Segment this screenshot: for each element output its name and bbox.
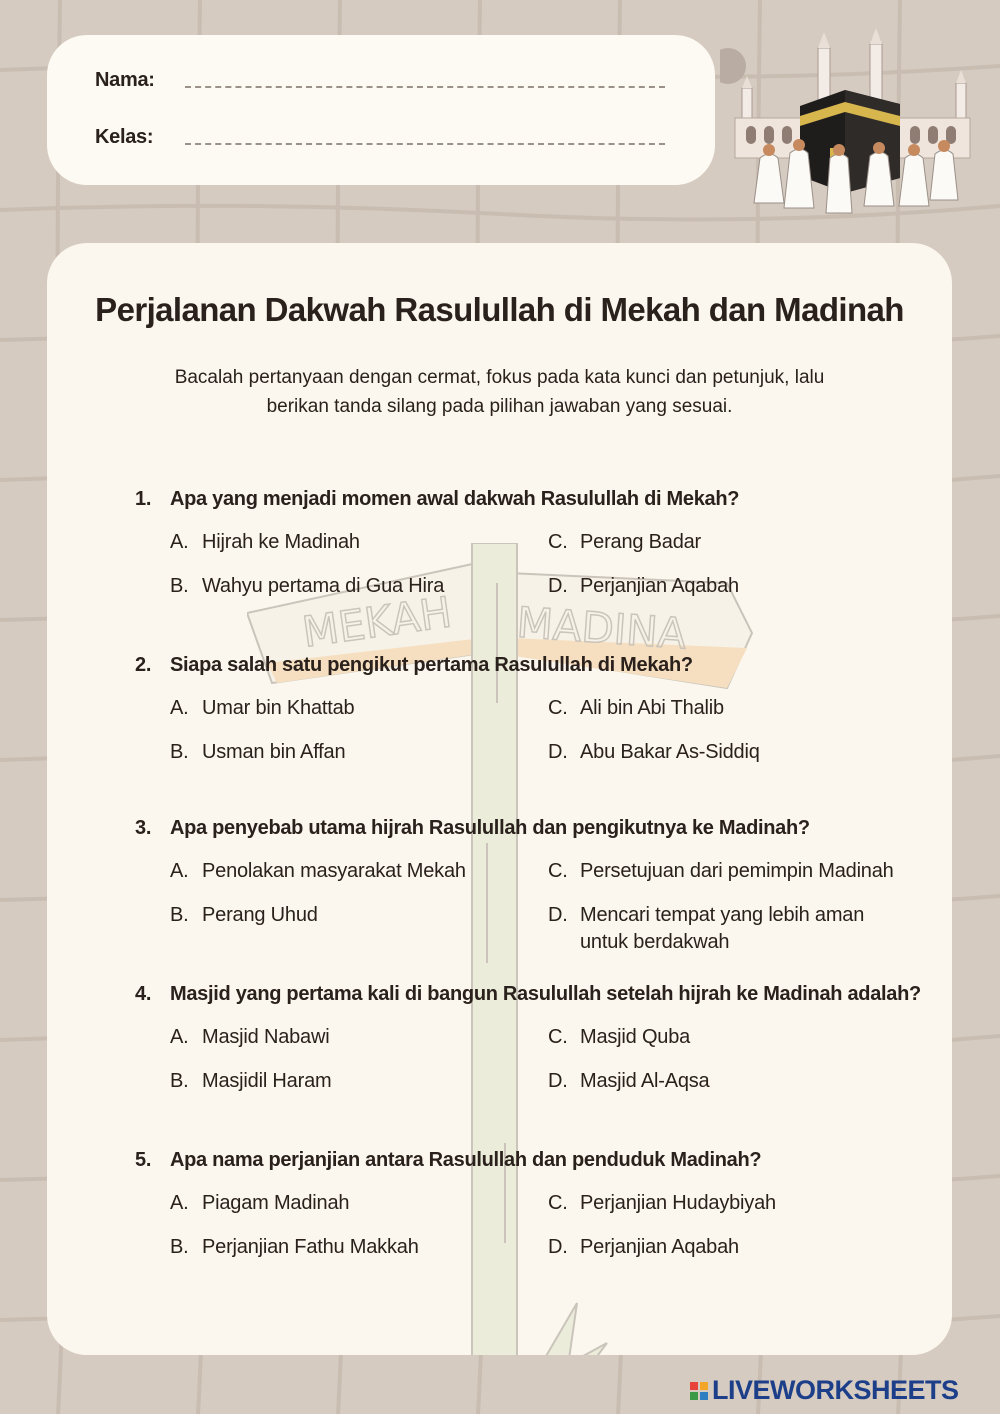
- option-letter: D.: [548, 741, 568, 763]
- answer-option[interactable]: [170, 573, 548, 600]
- question-text-row: [135, 817, 935, 840]
- option-letter: B.: [170, 1070, 189, 1092]
- answer-options: [170, 1190, 935, 1261]
- answer-option[interactable]: [170, 1068, 548, 1095]
- option-text: Masjidil Haram: [202, 1070, 332, 1092]
- student-info-card: [47, 35, 715, 185]
- answer-options: [170, 1024, 935, 1095]
- question-5: [135, 1149, 935, 1261]
- answer-option[interactable]: [548, 573, 908, 600]
- answer-option[interactable]: [548, 1234, 908, 1261]
- option-text: Perang Badar: [580, 531, 702, 553]
- kaaba-illustration-icon: [720, 28, 980, 233]
- answer-option[interactable]: [170, 1190, 548, 1217]
- class-input-line[interactable]: [185, 143, 665, 145]
- name-label: Nama:: [95, 69, 155, 91]
- option-letter: B.: [170, 1236, 189, 1258]
- answer-option[interactable]: [548, 739, 908, 766]
- option-text: Persetujuan dari pemimpin Madinah: [580, 860, 894, 882]
- question-text-row: [135, 488, 935, 511]
- option-text: Masjid Al-Aqsa: [580, 1070, 710, 1092]
- answer-option[interactable]: [170, 858, 548, 885]
- option-text: Wahyu pertama di Gua Hira: [202, 575, 445, 597]
- question-number: 3.: [135, 817, 152, 839]
- option-text: Ali bin Abi Thalib: [580, 697, 724, 719]
- option-letter: C.: [548, 1192, 568, 1214]
- question-number: 2.: [135, 654, 152, 676]
- answer-option[interactable]: [548, 858, 908, 885]
- question-text: Apa nama perjanjian antara Rasulullah dan penduduk Madinah?: [170, 1149, 762, 1171]
- answer-option[interactable]: [548, 1190, 908, 1217]
- class-label: Kelas:: [95, 126, 154, 148]
- option-letter: D.: [548, 1236, 568, 1258]
- answer-option[interactable]: [548, 529, 908, 556]
- answer-option[interactable]: [170, 902, 548, 956]
- worksheet-instructions: Bacalah pertanyaan dengan cermat, fokus pada kata kunci dan petunjuk, lalu berikan tanda silang pada pilihan jawaban yang sesuai.: [174, 367, 825, 417]
- answer-options: [170, 695, 935, 766]
- option-text: Masjid Quba: [580, 1026, 691, 1048]
- logo-text: LIVEWORKSHEETS: [712, 1375, 959, 1405]
- question-text: Apa yang menjadi momen awal dakwah Rasulullah di Mekah?: [170, 488, 740, 510]
- option-letter: A.: [170, 531, 189, 553]
- logo-mark-icon: [690, 1382, 708, 1400]
- answer-option[interactable]: [548, 1068, 908, 1095]
- answer-option[interactable]: [170, 529, 548, 556]
- question-4: [135, 983, 935, 1095]
- option-text: Piagam Madinah: [202, 1192, 350, 1214]
- worksheet-card: [47, 243, 952, 1355]
- option-letter: A.: [170, 860, 189, 882]
- question-text-row: [135, 1149, 935, 1172]
- answer-option[interactable]: [170, 1024, 548, 1051]
- option-letter: C.: [548, 860, 568, 882]
- option-text: Umar bin Khattab: [202, 697, 355, 719]
- answer-option[interactable]: [170, 739, 548, 766]
- answer-option[interactable]: [170, 1234, 548, 1261]
- signpost-left-text: MEKAH: [299, 587, 455, 657]
- option-text: Perjanjian Aqabah: [580, 575, 739, 597]
- answer-option[interactable]: [548, 902, 908, 956]
- option-letter: B.: [170, 904, 189, 926]
- option-text: Usman bin Affan: [202, 741, 346, 763]
- option-letter: C.: [548, 697, 568, 719]
- option-text: Perjanjian Hudaybiyah: [580, 1192, 776, 1214]
- liveworksheets-logo: [690, 1375, 959, 1406]
- option-letter: B.: [170, 575, 189, 597]
- option-text: Perjanjian Aqabah: [580, 1236, 739, 1258]
- answer-option[interactable]: [170, 695, 548, 722]
- question-1: [135, 488, 935, 600]
- question-text: Siapa salah satu pengikut pertama Rasulullah di Mekah?: [170, 654, 693, 676]
- option-letter: C.: [548, 1026, 568, 1048]
- option-letter: D.: [548, 904, 568, 926]
- signpost-right-text: MADINA: [515, 597, 688, 659]
- answer-option[interactable]: [548, 695, 908, 722]
- question-text: Apa penyebab utama hijrah Rasulullah dan pengikutnya ke Madinah?: [170, 817, 810, 839]
- option-text: Masjid Nabawi: [202, 1026, 330, 1048]
- option-letter: C.: [548, 531, 568, 553]
- name-field-row: [95, 69, 665, 92]
- question-number: 1.: [135, 488, 152, 510]
- question-text-row: [135, 983, 935, 1006]
- option-letter: A.: [170, 1026, 189, 1048]
- option-text: Hijrah ke Madinah: [202, 531, 360, 553]
- question-3: [135, 817, 935, 956]
- question-text-row: [135, 654, 935, 677]
- answer-options: [170, 529, 935, 600]
- worksheet-title: Perjalanan Dakwah Rasulullah di Mekah dan Madinah: [95, 291, 904, 328]
- class-field-row: [95, 126, 665, 149]
- question-text: Masjid yang pertama kali di bangun Rasulullah setelah hijrah ke Madinah adalah?: [170, 983, 921, 1005]
- option-letter: B.: [170, 741, 189, 763]
- option-text: Penolakan masyarakat Mekah: [202, 860, 466, 882]
- option-text: Perjanjian Fathu Makkah: [202, 1236, 419, 1258]
- option-text: Mencari tempat yang lebih aman untuk berdakwah: [580, 904, 865, 953]
- answer-options: [170, 858, 935, 956]
- option-letter: A.: [170, 1192, 189, 1214]
- question-2: [135, 654, 935, 766]
- question-number: 5.: [135, 1149, 152, 1171]
- option-text: Perang Uhud: [202, 904, 318, 926]
- option-text: Abu Bakar As-Siddiq: [580, 741, 760, 763]
- name-input-line[interactable]: [185, 86, 665, 88]
- option-letter: D.: [548, 575, 568, 597]
- option-letter: D.: [548, 1070, 568, 1092]
- answer-option[interactable]: [548, 1024, 908, 1051]
- option-letter: A.: [170, 697, 189, 719]
- question-number: 4.: [135, 983, 152, 1005]
